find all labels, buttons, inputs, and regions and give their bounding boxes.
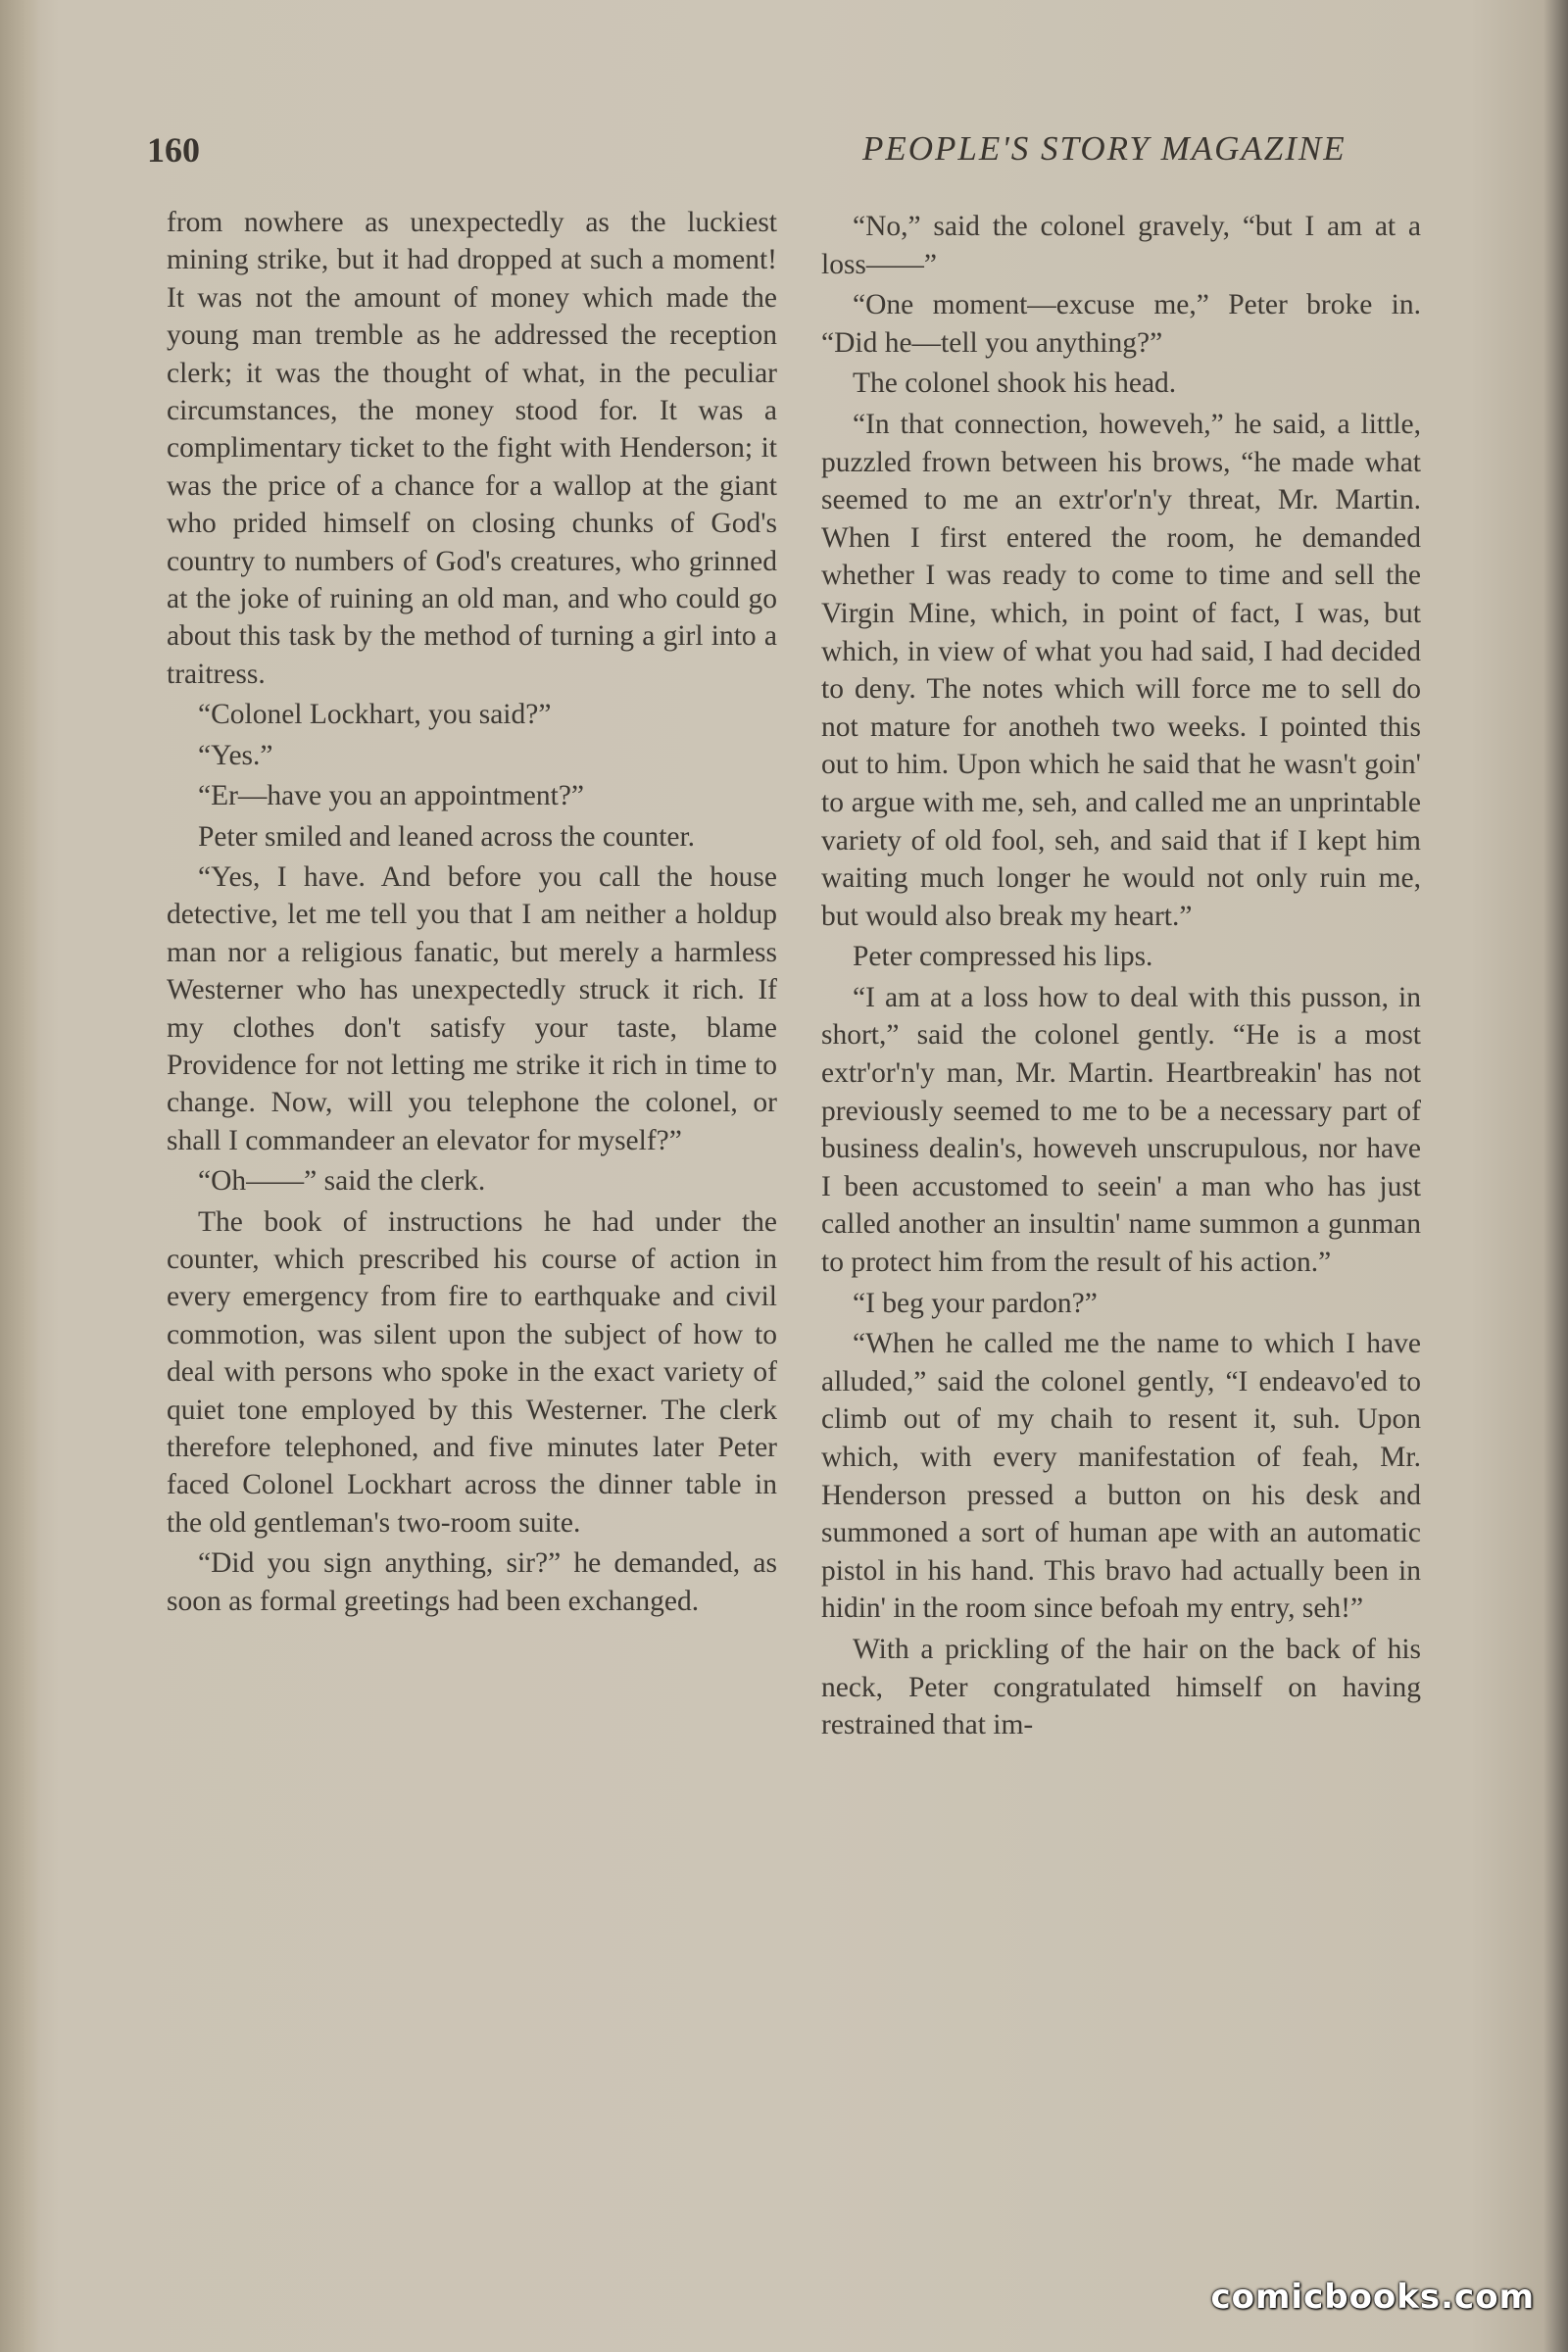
paragraph: “I am at a loss how to deal with this pusson, in short,” said the colonel gently. “He is a most extr'or'n'y man, Mr. Martin. Heartbreakin' has not previously seemed to me to be a necessary part of business dealin's, howeveh unscrupulous, nor have I been accustomed to seein' a man who has just called another an insultin' name summon a gunman to protect him from the result of his action.” (821, 981, 1421, 1279)
paragraph: Peter compressed his lips. (853, 941, 1153, 973)
paragraph: “Did you sign anything, sir?” he demanded, as soon as formal greetings had been exchanged. (167, 1547, 777, 1617)
paragraph: The colonel shook his head. (853, 368, 1177, 400)
paragraph: “When he called me the name to which I have alluded,” said the colonel gently, “I endeavo'ed to climb out of my chaih to resent it, suh. Upon which, with every manifestation of feah, Mr. Henderson pressed a button on his desk and summoned a sort of human ape with an automatic pistol in his hand. This bravo had actually been in hidin' in the room since befoah my entry, seh!” (821, 1328, 1421, 1625)
page-binding-edge (0, 0, 39, 2352)
paragraph: “Er—have you an appointment?” (198, 780, 585, 812)
paragraph: “Oh——” said the clerk. (198, 1165, 486, 1198)
paragraph: “Yes.” (198, 739, 273, 771)
paragraph: With a prickling of the hair on the back of his neck, Peter congratulated himself on having restrained that im- (821, 1633, 1421, 1741)
paragraph: “Colonel Lockhart, you said?” (198, 699, 552, 731)
text-column-left (167, 204, 777, 1620)
paragraph: from nowhere as unexpectedly as the luckiest mining strike, but it had dropped at such a moment! It was not the amount of money which made the young man tremble as he addressed the reception clerk; it was the thought of what, in the peculiar circumstances, the money stood for. It was a complimentary ticket to the fight with Henderson; it was the price of a chance for a wallop at the giant who prided himself on closing chunks of God's country to numbers of God's creatures, who grinned at the joke of ruining an old man, and who could go about this task by the method of turning a girl into a traitress. (167, 207, 777, 690)
paragraph: Peter smiled and leaned across the counter. (198, 820, 696, 853)
paragraph: “In that connection, howeveh,” he said, a little, puzzled frown between his brows, “he made what seemed to me an extr'or'n'y threat, Mr. Martin. When I first entered the room, he demanded whether I was ready to come to time and sell the Virgin Mine, which, in point of fact, I was, but which, in view of what you had said, I had decided to deny. The notes which will force me to sell do not mature for anotheh two weeks. I pointed this out to him. Upon which he said that he wasn't goin' to argue with me, seh, and called me an unprintable variety of old fool, seh, and said that if I kept him waiting much longer he would not only ruin me, but would also break my heart.” (821, 408, 1421, 932)
paragraph: “One moment—excuse me,” Peter broke in. “Did he—tell you anything?” (821, 289, 1421, 359)
paragraph: “No,” said the colonel gravely, “but I am at a loss——” (821, 211, 1421, 280)
paragraph: “Yes, I have. And before you call the house detective, let me tell you that I am neither a holdup man nor a religious fanatic, but merely a harmless Westerner who has unexpectedly struck it rich. If my clothes don't satisfy your taste, blame Providence for not letting me strike it rich in time to change. Now, will you telephone the colonel, or shall I commandeer an elevator for myself?” (167, 860, 777, 1156)
magazine-title: PEOPLE'S STORY MAGAZINE (862, 129, 1347, 168)
site-watermark: comicbooks.com (1210, 2278, 1535, 2317)
text-column-right (821, 208, 1421, 1744)
paragraph: The book of instructions he had under the counter, which prescribed his course of action in every emergency from fire to earthquake and civil commotion, was silent upon the subject of how to deal with persons who spoke in the exact variety of quiet tone employed by this Westerner. The clerk therefore telephoned, and five minutes later Peter faced Colonel Lockhart across the dinner table in the old gentleman's two-room suite. (167, 1205, 777, 1539)
page-number: 160 (147, 130, 200, 170)
paragraph: “I beg your pardon?” (853, 1287, 1098, 1319)
